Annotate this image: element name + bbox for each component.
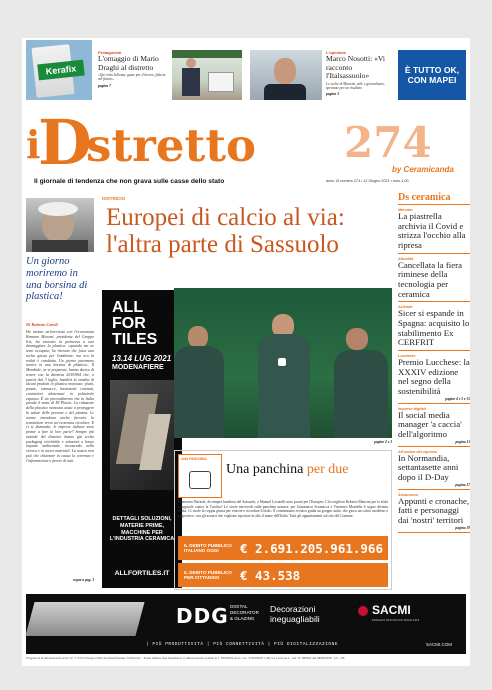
masthead-letter-i: i xyxy=(26,122,41,167)
allfortiles-dates: 13.14 LUG 2021 xyxy=(112,354,172,363)
editorial-body: Ho inviato un'intervista con l'economista Romano Minozzi, presidente del Gruppo Iris, ha esortato in premessa a non danneggiare la plastica: «quando me ne sono occupato, ho ritenuto che fosse una scelta giusta per l'ambiente, ma ora la realtà è cambiata. Un giorno potremmo morire in una borsina di plastica». Il Mondiale, se vi preparate, hanno deciso di tenere con la direttiva 2019/904 che, a partire dal 3 luglio, bandirà la vendita di alcuni prodotti in plastica monouso: piatti, posate, cannucce, bastoncini cotonati, contenitori alimentari in polistirolo espanso. È un provvedimento che in Italia prende il nome di Dl Plastic. La riduzione della plastica monouso aiuta a proteggere la salute delle persone e del pianeta. Le norme intendono anche favorire la transizione verso un'economia circolare. E ci si domanda: le imprese italiane sono pronte a fare la loro parte? Sempre più aziende del distretto hanno già scelto packaging riciclabile e soluzioni a basso impatto ambientale, investendo nella ricerca e in nuovi materiali. La nostra non può che chiamare in causa la coerenza e l'informazione a favore di tutti. xyxy=(26,330,94,463)
right-column-item[interactable] xyxy=(398,302,470,351)
debt-box-total xyxy=(178,536,388,560)
mapei-line1: È TUTTO OK, xyxy=(404,65,460,75)
masthead xyxy=(22,108,470,192)
panchina-body: Domenico Berardi, da sempre bandiera del Sassuolo, e Manuel Locatelli sono pronti per l'Europeo. Chi scegliera Roberto Mancini per la sfida inaugurale contro la Turchia? Le storie neroverdi sulla panchina azzurra: per Gianmarco Scamacca e Vincenzo Montella il sogno diventa realta. Ci vuole la coppia giusta per vincere e ricordare il titolo. Il commissario tecnico guida un gruppo unito, che gioca un calcio moderno e aggressivo, con gli azzurri che vogliono riportare in alto il nome dell'Italia. Tutti gli appuntamenti sul sito del Comune. xyxy=(178,500,388,518)
editorial-title[interactable]: Un giorno moriremo in una borsina di plastica! xyxy=(26,256,88,303)
masthead-letter-d: D xyxy=(38,106,92,179)
right-column-page[interactable]: pagine 4 e 5 e 15 xyxy=(445,396,470,401)
ddg-sub2: DECORATOR xyxy=(230,609,259,615)
debt-total-label: IL DEBITO PUBBLICO ITALIANO OGGI xyxy=(184,542,232,553)
draghi-photo xyxy=(172,50,242,100)
panchina-title-part2: per due xyxy=(306,462,349,477)
bench-icon xyxy=(189,471,211,489)
ddg-slogan1: Decorazioni xyxy=(270,604,316,614)
kerakoll-label: Kerafix xyxy=(45,63,77,77)
top-story-sub: Le scelte di Mancini, stile e giornalismo, speranze per un risultato xyxy=(326,81,385,90)
ddg-sub1: DIGITAL xyxy=(230,604,248,609)
editorial-more[interactable]: segue a pag. 3 xyxy=(73,578,94,582)
masthead-by-ceramicanda: by Ceramicanda xyxy=(392,165,454,174)
mapei-line2: CON MAPEI xyxy=(407,75,457,85)
masthead-word: stretto xyxy=(86,119,257,172)
main-photo-footballers xyxy=(174,288,392,438)
right-column-item[interactable] xyxy=(398,351,470,404)
masthead-issue-number: 274 xyxy=(344,118,432,167)
right-column-kicker: Imprese digitali xyxy=(398,406,426,411)
masthead-tagline: Il giornale di tendenza che non grava sulle casse dello stato xyxy=(34,178,225,185)
footer-legal: Programmi di abbonamento anno XI, n° 274 di Giugno 2021 del bisettimanale "Il Distretto" - Poste Italiane Spa Spedizione in abbonamento postale D.L. 353/2003 (conv. in L. 27/02/2004 n.46) art.1 comma 1 - aut. N° 080021 del 28/05/2008 - LO - CB xyxy=(26,656,345,660)
right-column-title: Premio Lucchese: la XXXIV edizione nel segno della sostenibilità xyxy=(398,357,470,397)
ddg-slogan2: ineguagliabili xyxy=(270,614,320,625)
right-column-page[interactable]: pagina 17 xyxy=(455,482,470,487)
right-column-title: Il social media manager 'a caccia' dell'algoritmo xyxy=(398,409,462,440)
nosotti-photo xyxy=(250,50,322,100)
right-column-title: Cancellata la fiera riminese della tecnologia per ceramica xyxy=(398,259,462,299)
sacmi-sub: ENDLESS INNOVATION SINCE 1919 xyxy=(372,618,420,622)
right-column-page[interactable]: pagina 19 xyxy=(455,525,470,530)
right-column-list xyxy=(398,205,470,533)
ddg-slogan xyxy=(270,604,320,625)
ddg-bar: | PIÙ PRODUTTIVITÀ | PIÙ CONNETTIVITÀ | PIÙ DIGITALIZZAZIONE xyxy=(146,642,339,647)
allfortiles-line2: FOR xyxy=(112,315,146,332)
allfortiles-url: ALLFORTILES.IT xyxy=(114,570,170,577)
sacmi-logo: SACMI xyxy=(372,603,411,617)
debt-total-value: € 2.691.205.961.966 xyxy=(240,540,383,556)
top-story-page: pagina 3 xyxy=(326,92,339,97)
debt-citizen-value: € 43.538 xyxy=(240,567,301,583)
panchina-title[interactable] xyxy=(226,462,348,478)
ddg-logo: DDG xyxy=(176,604,229,628)
right-column-kicker: All'ombra dei cipressi xyxy=(398,449,438,454)
top-story-nosotti[interactable] xyxy=(326,50,394,96)
allfortiles-line3: TILES xyxy=(112,331,158,348)
editorial-author: Di Roberto Caroli xyxy=(26,322,58,327)
panchina-title-part1: Una panchina xyxy=(226,462,304,477)
allfortiles-venue: MODENAFIERE xyxy=(112,364,164,371)
top-story-sub: «Qui vedo bellezza, gusto per il lavoro, fiducia nel futuro» xyxy=(98,73,166,82)
right-column-item[interactable] xyxy=(398,404,470,447)
top-story-draghi[interactable] xyxy=(98,50,166,88)
ddg-sub xyxy=(230,604,259,622)
allfortiles-desc: DETTAGLI SOLUZIONI, MATERIE PRIME, MACCHINE PER L'INDUSTRIA CERAMICA xyxy=(109,516,175,543)
top-strip xyxy=(22,38,470,100)
right-column-item[interactable] xyxy=(398,447,470,490)
sacmi-url: SACMI.COM xyxy=(426,642,453,647)
allfortiles-logo xyxy=(112,300,157,348)
right-column-item[interactable] xyxy=(398,490,470,533)
sacmi-logo-icon xyxy=(358,606,368,616)
masthead-issue: anno 13 numero 274 • 12 Giugno 2021 • euro 1,00 xyxy=(326,179,409,183)
allfortiles-line1: ALL xyxy=(112,299,144,316)
top-story-title: Marco Nosotti: «Vi racconto l'Italsassuolo» xyxy=(326,54,386,80)
main-headline[interactable]: Europei di calcio al via: l'altra parte di Sassuolo xyxy=(106,204,345,258)
debt-citizen-label: IL DEBITO PUBBLICO PER CITTADINO xyxy=(184,569,232,580)
top-story-page: pagina 7 xyxy=(98,83,111,88)
right-column-header: Ds ceramica xyxy=(398,192,470,205)
kerakoll-product-image[interactable] xyxy=(26,40,92,100)
right-column-title: La piastrella archivia il Covid e strizza l'occhio alla ripresa xyxy=(398,211,466,251)
right-column-item[interactable] xyxy=(398,205,470,254)
ddg-sub3: & GLAZING xyxy=(230,615,255,621)
right-column-kicker: Mercato xyxy=(398,208,413,212)
right-column-kicker: Aziende xyxy=(398,305,413,310)
allfortiles-ad[interactable] xyxy=(102,290,182,588)
top-story-kicker: Protagonisti xyxy=(98,50,122,55)
columnist-photo xyxy=(26,198,94,252)
main-section-label: DISTRICIO xyxy=(102,196,126,201)
main-page-ref[interactable]: pagine 2 e 3 xyxy=(374,440,392,444)
printer-machine-image xyxy=(25,602,144,636)
panchina-stamp-label: UNA PANCHINA xyxy=(181,457,207,461)
ddg-sacmi-ad[interactable] xyxy=(26,594,466,654)
top-story-title: L'omaggio di Mario Draghi al distretto xyxy=(98,54,159,72)
right-column-title: Sicer si espande in Spagna: acquisito lo stabilimento Ex CERFRIT xyxy=(398,308,470,348)
mapei-ad[interactable] xyxy=(398,50,466,100)
right-column-kicker: Almanacco xyxy=(398,492,419,497)
right-column-kicker: Attualità xyxy=(398,256,414,261)
top-story-kicker: L'opinione xyxy=(326,50,347,55)
newspaper-page xyxy=(22,38,470,666)
debt-box-citizen xyxy=(178,563,388,587)
right-column-page[interactable]: pagina 11 xyxy=(455,439,470,444)
right-column xyxy=(398,192,470,592)
right-column-item[interactable] xyxy=(398,254,470,303)
panchina-stamp xyxy=(178,454,222,498)
left-column xyxy=(26,196,94,594)
right-column-kicker: Lucchese xyxy=(398,354,416,359)
allfortiles-image xyxy=(110,380,174,490)
right-column-title: Appunti e cronache, fatti e personaggi dai 'nostri' territori xyxy=(398,495,470,526)
right-column-title: In Normandia, settantasette anni dopo il D-Day xyxy=(398,452,459,483)
